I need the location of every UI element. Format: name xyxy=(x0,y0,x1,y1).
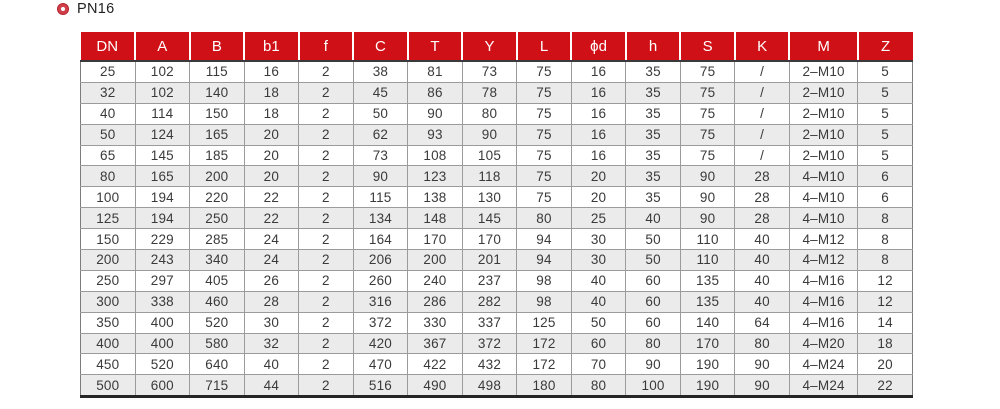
cell: 50 xyxy=(353,103,408,124)
cell: 600 xyxy=(135,375,190,397)
cell: 20 xyxy=(244,145,299,166)
cell: 200 xyxy=(81,250,136,271)
cell: 150 xyxy=(190,103,245,124)
cell: 115 xyxy=(190,61,245,82)
cell: 4–M20 xyxy=(789,333,857,354)
table-body xyxy=(81,61,913,397)
cell: 2 xyxy=(299,103,354,124)
cell: 40 xyxy=(81,103,136,124)
cell: 98 xyxy=(517,291,572,312)
cell: 400 xyxy=(81,333,136,354)
cell: 35 xyxy=(626,61,681,82)
cell: 18 xyxy=(858,333,913,354)
cell: 32 xyxy=(81,82,136,103)
cell: 75 xyxy=(517,145,572,166)
table-row xyxy=(81,229,913,250)
cell: 450 xyxy=(81,354,136,375)
cell: 138 xyxy=(408,187,463,208)
cell: 2–M10 xyxy=(789,61,857,82)
cell: 20 xyxy=(571,187,626,208)
cell: 2 xyxy=(299,61,354,82)
cell: 150 xyxy=(81,229,136,250)
cell: 50 xyxy=(626,229,681,250)
cell: 4–M10 xyxy=(789,187,857,208)
cell: 520 xyxy=(190,312,245,333)
cell: 28 xyxy=(244,291,299,312)
cell: 115 xyxy=(353,187,408,208)
cell: 300 xyxy=(81,291,136,312)
cell: 2 xyxy=(299,354,354,375)
table-row xyxy=(81,124,913,145)
cell: 45 xyxy=(353,82,408,103)
cell: 18 xyxy=(244,103,299,124)
cell: 286 xyxy=(408,291,463,312)
cell: 220 xyxy=(190,187,245,208)
cell: 80 xyxy=(462,103,517,124)
cell: 134 xyxy=(353,208,408,229)
cell: 172 xyxy=(517,333,572,354)
cell: / xyxy=(735,103,790,124)
cell: 28 xyxy=(735,187,790,208)
table-row xyxy=(81,145,913,166)
cell: 367 xyxy=(408,333,463,354)
cell: 40 xyxy=(571,291,626,312)
cell: 12 xyxy=(858,291,913,312)
cell: 35 xyxy=(626,82,681,103)
cell: 500 xyxy=(81,375,136,397)
cell: 60 xyxy=(626,270,681,291)
cell: 90 xyxy=(735,354,790,375)
cell: 90 xyxy=(735,375,790,397)
cell: 400 xyxy=(135,312,190,333)
cell: 4–M12 xyxy=(789,229,857,250)
cell: 40 xyxy=(735,291,790,312)
cell: 40 xyxy=(735,270,790,291)
cell: 75 xyxy=(517,187,572,208)
cell: 75 xyxy=(680,145,735,166)
cell: 30 xyxy=(571,250,626,271)
cell: 105 xyxy=(462,145,517,166)
cell: 75 xyxy=(517,61,572,82)
cell: 4–M10 xyxy=(789,166,857,187)
cell: 4–M10 xyxy=(789,208,857,229)
cell: 102 xyxy=(135,61,190,82)
cell: 16 xyxy=(571,145,626,166)
cell: / xyxy=(735,145,790,166)
cell: 260 xyxy=(353,270,408,291)
column-header-c: C xyxy=(353,32,408,61)
cell: 125 xyxy=(517,312,572,333)
cell: 50 xyxy=(81,124,136,145)
cell: 16 xyxy=(571,124,626,145)
cell: 145 xyxy=(462,208,517,229)
cell: 75 xyxy=(680,103,735,124)
cell: 20 xyxy=(571,166,626,187)
cell: 14 xyxy=(858,312,913,333)
column-header-a: A xyxy=(135,32,190,61)
cell: 32 xyxy=(244,333,299,354)
cell: 2 xyxy=(299,229,354,250)
cell: 164 xyxy=(353,229,408,250)
cell: 250 xyxy=(190,208,245,229)
cell: 190 xyxy=(680,354,735,375)
cell: 330 xyxy=(408,312,463,333)
column-header-f: f xyxy=(299,32,354,61)
cell: 165 xyxy=(135,166,190,187)
cell: 170 xyxy=(462,229,517,250)
cell: 185 xyxy=(190,145,245,166)
cell: 30 xyxy=(244,312,299,333)
cell: 5 xyxy=(858,145,913,166)
cell: 2 xyxy=(299,82,354,103)
table-row xyxy=(81,166,913,187)
cell: 40 xyxy=(626,208,681,229)
cell: 400 xyxy=(135,333,190,354)
cell: 35 xyxy=(626,145,681,166)
cell: 135 xyxy=(680,291,735,312)
dimension-spec-table xyxy=(80,32,913,398)
table-row xyxy=(81,82,913,103)
cell: 80 xyxy=(626,333,681,354)
cell: 40 xyxy=(735,229,790,250)
cell: 316 xyxy=(353,291,408,312)
cell: 4–M24 xyxy=(789,354,857,375)
cell: 125 xyxy=(81,208,136,229)
cell: 75 xyxy=(517,166,572,187)
cell: 422 xyxy=(408,354,463,375)
cell: 81 xyxy=(408,61,463,82)
cell: 73 xyxy=(353,145,408,166)
column-header-l: L xyxy=(517,32,572,61)
cell: 93 xyxy=(408,124,463,145)
cell: 35 xyxy=(626,124,681,145)
cell: 90 xyxy=(680,166,735,187)
cell: 80 xyxy=(571,375,626,397)
cell: / xyxy=(735,82,790,103)
cell: 22 xyxy=(244,187,299,208)
table-row xyxy=(81,354,913,375)
column-header-dd: ϕd xyxy=(571,32,626,61)
cell: 94 xyxy=(517,250,572,271)
cell: 200 xyxy=(190,166,245,187)
cell: 40 xyxy=(571,270,626,291)
cell: 243 xyxy=(135,250,190,271)
cell: 2–M10 xyxy=(789,82,857,103)
cell: 140 xyxy=(190,82,245,103)
cell: 135 xyxy=(680,270,735,291)
cell: 297 xyxy=(135,270,190,291)
cell: 30 xyxy=(571,229,626,250)
cell: 5 xyxy=(858,103,913,124)
table-row xyxy=(81,375,913,397)
cell: 340 xyxy=(190,250,245,271)
cell: 73 xyxy=(462,61,517,82)
cell: 60 xyxy=(571,333,626,354)
cell: 20 xyxy=(244,124,299,145)
cell: 62 xyxy=(353,124,408,145)
cell: 432 xyxy=(462,354,517,375)
cell: 640 xyxy=(190,354,245,375)
cell: 200 xyxy=(408,250,463,271)
cell: 114 xyxy=(135,103,190,124)
cell: 285 xyxy=(190,229,245,250)
cell: 40 xyxy=(735,250,790,271)
cell: 16 xyxy=(571,61,626,82)
cell: 90 xyxy=(626,354,681,375)
cell: 123 xyxy=(408,166,463,187)
cell: 372 xyxy=(462,333,517,354)
column-header-s: S xyxy=(680,32,735,61)
cell: 190 xyxy=(680,375,735,397)
table-row xyxy=(81,250,913,271)
column-header-h: h xyxy=(626,32,681,61)
cell: 145 xyxy=(135,145,190,166)
cell: 194 xyxy=(135,208,190,229)
cell: 240 xyxy=(408,270,463,291)
cell: 5 xyxy=(858,61,913,82)
cell: 35 xyxy=(626,103,681,124)
cell: 2–M10 xyxy=(789,103,857,124)
cell: 90 xyxy=(462,124,517,145)
cell: 405 xyxy=(190,270,245,291)
cell: 80 xyxy=(81,166,136,187)
cell: 8 xyxy=(858,229,913,250)
cell: 372 xyxy=(353,312,408,333)
cell: 70 xyxy=(571,354,626,375)
cell: 60 xyxy=(626,291,681,312)
cell: 5 xyxy=(858,82,913,103)
cell: 4–M24 xyxy=(789,375,857,397)
cell: 80 xyxy=(517,208,572,229)
cell: 2 xyxy=(299,312,354,333)
cell: / xyxy=(735,61,790,82)
cell: 75 xyxy=(517,82,572,103)
table-row xyxy=(81,291,913,312)
cell: 2 xyxy=(299,124,354,145)
cell: 94 xyxy=(517,229,572,250)
cell: 50 xyxy=(571,312,626,333)
table-row xyxy=(81,187,913,208)
cell: 172 xyxy=(517,354,572,375)
cell: 250 xyxy=(81,270,136,291)
cell: 194 xyxy=(135,187,190,208)
cell: 90 xyxy=(408,103,463,124)
cell: 50 xyxy=(626,250,681,271)
table-row xyxy=(81,270,913,291)
cell: 6 xyxy=(858,187,913,208)
cell: 2 xyxy=(299,250,354,271)
cell: 165 xyxy=(190,124,245,145)
cell: 490 xyxy=(408,375,463,397)
cell: 2–M10 xyxy=(789,145,857,166)
cell: 2 xyxy=(299,291,354,312)
section-caption xyxy=(58,0,114,18)
cell: 90 xyxy=(680,187,735,208)
cell: 206 xyxy=(353,250,408,271)
cell: 35 xyxy=(626,187,681,208)
cell: 170 xyxy=(680,333,735,354)
cell: 12 xyxy=(858,270,913,291)
cell: 580 xyxy=(190,333,245,354)
cell: 75 xyxy=(680,61,735,82)
cell: 44 xyxy=(244,375,299,397)
cell: 110 xyxy=(680,250,735,271)
cell: 2 xyxy=(299,145,354,166)
cell: 2 xyxy=(299,166,354,187)
cell: 22 xyxy=(858,375,913,397)
table-row xyxy=(81,333,913,354)
cell: 460 xyxy=(190,291,245,312)
column-header-y: Y xyxy=(462,32,517,61)
column-header-m: M xyxy=(789,32,857,61)
cell: 100 xyxy=(81,187,136,208)
table-row xyxy=(81,312,913,333)
cell: 237 xyxy=(462,270,517,291)
section-title: PN16 xyxy=(77,1,115,17)
cell: 118 xyxy=(462,166,517,187)
cell: 229 xyxy=(135,229,190,250)
cell: 22 xyxy=(244,208,299,229)
cell: 201 xyxy=(462,250,517,271)
cell: 25 xyxy=(81,61,136,82)
column-header-z: Z xyxy=(858,32,913,61)
cell: 26 xyxy=(244,270,299,291)
table-row xyxy=(81,61,913,82)
table-row xyxy=(81,103,913,124)
column-header-b1: b1 xyxy=(244,32,299,61)
cell: 350 xyxy=(81,312,136,333)
cell: 148 xyxy=(408,208,463,229)
cell: 16 xyxy=(244,61,299,82)
cell: 4–M12 xyxy=(789,250,857,271)
cell: 110 xyxy=(680,229,735,250)
cell: 25 xyxy=(571,208,626,229)
cell: 420 xyxy=(353,333,408,354)
cell: 8 xyxy=(858,208,913,229)
cell: 90 xyxy=(353,166,408,187)
cell: 5 xyxy=(858,124,913,145)
cell: 75 xyxy=(517,103,572,124)
column-header-k: K xyxy=(735,32,790,61)
cell: 102 xyxy=(135,82,190,103)
column-header-t: T xyxy=(408,32,463,61)
cell: 24 xyxy=(244,250,299,271)
table-header-row xyxy=(81,32,913,61)
cell: 60 xyxy=(626,312,681,333)
cell: / xyxy=(735,124,790,145)
cell: 282 xyxy=(462,291,517,312)
cell: 520 xyxy=(135,354,190,375)
cell: 20 xyxy=(858,354,913,375)
cell: 40 xyxy=(244,354,299,375)
cell: 180 xyxy=(517,375,572,397)
cell: 715 xyxy=(190,375,245,397)
cell: 98 xyxy=(517,270,572,291)
cell: 516 xyxy=(353,375,408,397)
cell: 130 xyxy=(462,187,517,208)
cell: 498 xyxy=(462,375,517,397)
cell: 2 xyxy=(299,187,354,208)
cell: 108 xyxy=(408,145,463,166)
cell: 80 xyxy=(735,333,790,354)
cell: 35 xyxy=(626,166,681,187)
cell: 100 xyxy=(626,375,681,397)
cell: 337 xyxy=(462,312,517,333)
cell: 64 xyxy=(735,312,790,333)
column-header-b: B xyxy=(190,32,245,61)
cell: 90 xyxy=(680,208,735,229)
column-header-dn: DN xyxy=(81,32,136,61)
cell: 470 xyxy=(353,354,408,375)
cell: 2 xyxy=(299,270,354,291)
cell: 75 xyxy=(517,124,572,145)
cell: 28 xyxy=(735,166,790,187)
cell: 2 xyxy=(299,375,354,397)
cell: 6 xyxy=(858,166,913,187)
cell: 2–M10 xyxy=(789,124,857,145)
cell: 2 xyxy=(299,208,354,229)
cell: 4–M16 xyxy=(789,270,857,291)
cell: 18 xyxy=(244,82,299,103)
cell: 38 xyxy=(353,61,408,82)
cell: 65 xyxy=(81,145,136,166)
cell: 4–M16 xyxy=(789,291,857,312)
cell: 140 xyxy=(680,312,735,333)
table-row xyxy=(81,208,913,229)
cell: 16 xyxy=(571,82,626,103)
cell: 4–M16 xyxy=(789,312,857,333)
cell: 86 xyxy=(408,82,463,103)
cell: 2 xyxy=(299,333,354,354)
cell: 124 xyxy=(135,124,190,145)
cell: 16 xyxy=(571,103,626,124)
cell: 338 xyxy=(135,291,190,312)
cell: 8 xyxy=(858,250,913,271)
cell: 75 xyxy=(680,82,735,103)
ring-bullet-icon xyxy=(58,4,68,14)
cell: 170 xyxy=(408,229,463,250)
cell: 75 xyxy=(680,124,735,145)
cell: 20 xyxy=(244,166,299,187)
cell: 28 xyxy=(735,208,790,229)
cell: 78 xyxy=(462,82,517,103)
cell: 24 xyxy=(244,229,299,250)
